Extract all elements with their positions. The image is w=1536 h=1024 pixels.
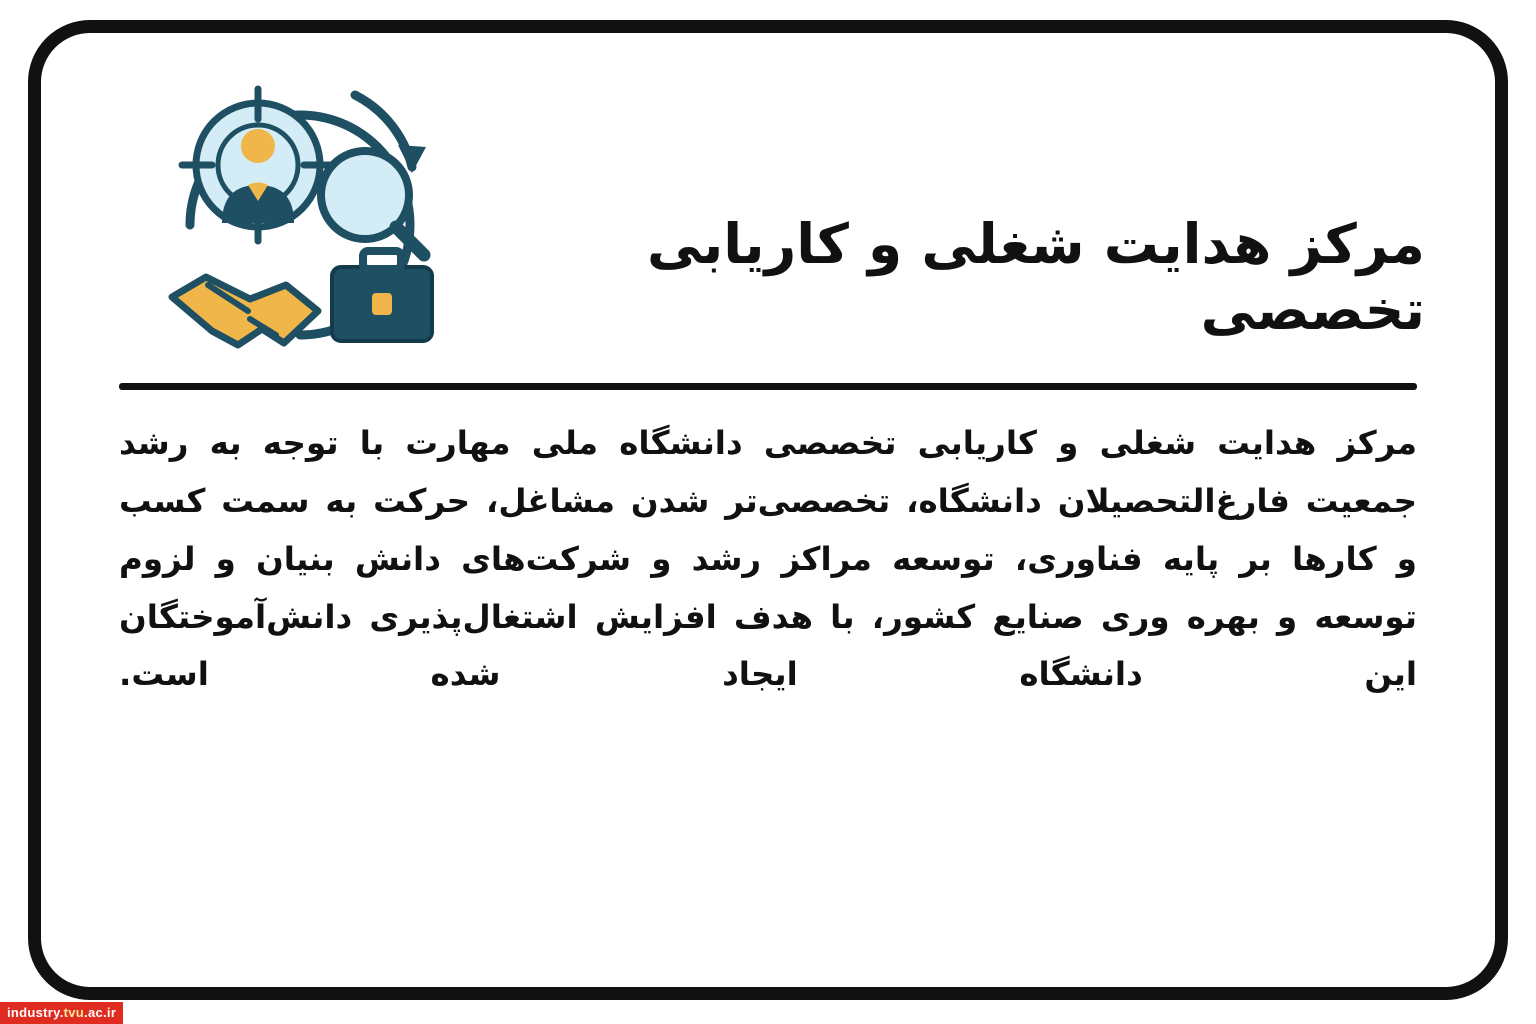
info-card xyxy=(28,20,1508,1000)
card-header xyxy=(41,33,1495,363)
career-guidance-logo-icon xyxy=(150,75,440,360)
page-title: مرکز هدایت شغلی و کاریابی تخصصی xyxy=(646,212,1425,342)
site-watermark xyxy=(0,1002,123,1024)
divider xyxy=(119,383,1417,390)
watermark-suffix: .ac.ir xyxy=(84,1005,117,1020)
watermark-prefix: industry. xyxy=(7,1005,64,1020)
watermark-middle: tvu xyxy=(63,1005,85,1020)
description-paragraph: مرکز هدایت شغلی و کاریابی تخصصی دانشگاه ملی مهارت با توجه به رشد جمعیت فارغ‌التحصیلان دانشگاه، تخصصی‌تر شدن مشاغل، حرکت به سمت کسب و کارها بر پایه فناوری، توسعه مراکز رشد و شرکت‌های دانش بنیان و لزوم توسعه و بهره وری صنایع کشور، با هدف افزایش اشتغال‌پذیری دانش‌آموختگان این دانشگاه ایجاد شده است. xyxy=(119,424,1417,694)
